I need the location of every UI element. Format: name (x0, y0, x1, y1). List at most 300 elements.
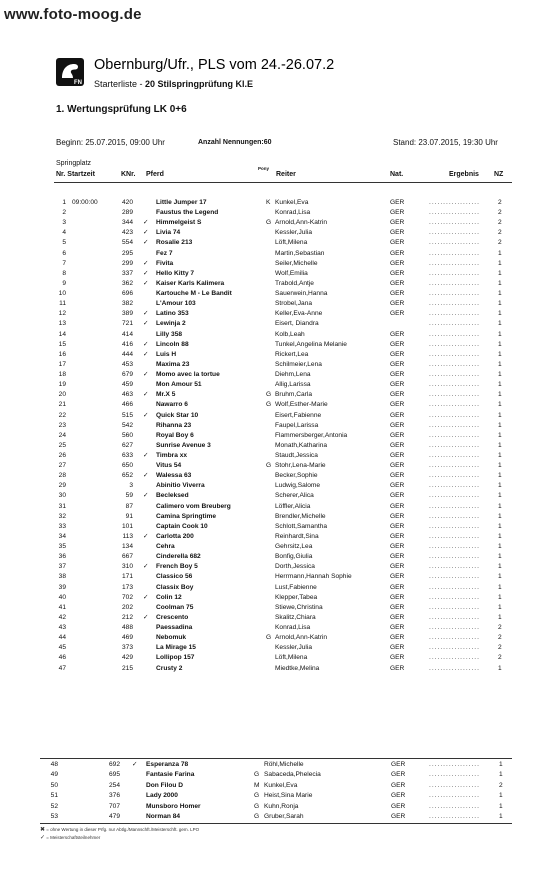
result-placeholder: .................. (429, 452, 480, 459)
start-number: 11 (59, 300, 66, 308)
horse-number: 429 (121, 654, 133, 662)
checkmark-icon: ✓ (143, 472, 149, 480)
checkmark-icon: ✓ (143, 320, 149, 328)
horse-name: Lincoln 88 (156, 340, 189, 348)
result-placeholder: .................. (429, 593, 480, 601)
result-placeholder: .................. (429, 330, 480, 338)
checkmark-icon: ✓ (143, 340, 149, 348)
start-number: 37 (58, 563, 66, 571)
late-entry-row (0, 760, 546, 770)
col-reiter: Reiter (276, 171, 296, 178)
horse-name: Maxima 23 (156, 360, 190, 368)
rider-name: Bruhm,Carla (275, 391, 313, 399)
checkmark-icon: ✓ (143, 269, 149, 277)
result-placeholder: .................. (429, 761, 480, 768)
horse-name: Mr.X 5 (156, 391, 176, 399)
horse-number: 702 (121, 593, 133, 601)
start-number: 18 (58, 371, 66, 379)
starter-row (0, 623, 546, 633)
horse-number: 679 (121, 371, 133, 379)
horse-number: 101 (121, 522, 133, 530)
result-placeholder: .................. (429, 249, 480, 257)
nationality: GER (390, 654, 405, 662)
nz-value: 1 (498, 613, 502, 621)
horse-name: Rosalie 213 (156, 239, 193, 247)
rider-name: Konrad,Lisa (275, 209, 311, 217)
start-number: 19 (58, 381, 66, 389)
rider-name: Kunkel,Eva (264, 781, 298, 789)
horse-name: Timbra xx (156, 452, 188, 459)
rider-name: Stohr,Lena-Marie (275, 462, 326, 470)
horse-number: 373 (121, 644, 133, 652)
starter-row (0, 653, 546, 663)
rider-name: Becker,Sophie (275, 472, 318, 480)
col-nr-startzeit: Nr. Startzeit (56, 171, 95, 178)
nationality: GER (390, 401, 405, 409)
rider-name: Kolb,Leah (275, 330, 305, 338)
nz-value: 2 (498, 644, 502, 652)
start-number: 23 (58, 421, 66, 429)
rider-name: Sauerwein,Hanna (275, 290, 328, 298)
result-placeholder: .................. (429, 300, 480, 308)
col-pony: Pony (258, 166, 270, 171)
nationality: GER (390, 543, 405, 551)
result-placeholder: .................. (429, 199, 480, 206)
result-placeholder: .................. (429, 340, 480, 348)
starter-row (0, 259, 546, 269)
nz-value: 2 (499, 781, 503, 789)
nationality: GER (390, 229, 405, 237)
start-number: 24 (58, 431, 66, 439)
begin-time: Beginn: 25.07.2015, 09:00 Uhr (56, 138, 165, 147)
rider-name: Schilmeier,Lena (275, 360, 322, 368)
starter-row (0, 370, 546, 380)
horse-number: 692 (108, 761, 120, 768)
starter-row (0, 562, 546, 572)
start-number: 51 (50, 792, 58, 800)
nz-value: 1 (498, 360, 502, 368)
stand-time: Stand: 23.07.2015, 19:30 Uhr (393, 138, 498, 147)
horse-name: Becleksed (156, 492, 189, 500)
starter-row (0, 583, 546, 593)
checkmark-icon: ✓ (143, 229, 149, 237)
result-placeholder: .................. (429, 279, 480, 287)
subtitle-prefix: Starterliste - (94, 79, 143, 89)
horse-number: 560 (121, 431, 133, 439)
result-placeholder: .................. (429, 391, 480, 399)
starter-row (0, 664, 546, 674)
horse-number: 382 (121, 300, 133, 308)
nationality: GER (391, 771, 406, 779)
result-placeholder: .................. (429, 209, 480, 217)
result-placeholder: .................. (429, 512, 480, 520)
start-number: 10 (58, 290, 66, 298)
horse-name: Paessadina (156, 624, 193, 632)
pony-code: G (266, 634, 272, 642)
late-entry-row (0, 781, 546, 791)
nz-value: 1 (498, 350, 502, 358)
horse-name: Hello Kitty 7 (156, 269, 195, 277)
horse-number: 337 (121, 269, 133, 277)
result-placeholder: .................. (429, 259, 480, 267)
result-placeholder: .................. (429, 603, 480, 611)
nationality: GER (390, 431, 405, 439)
rider-name: Tunkel,Angelina Melanie (275, 340, 347, 348)
nationality: GER (390, 421, 405, 429)
rider-name: Kessler,Julia (275, 644, 313, 652)
rider-name: Schlott,Samantha (275, 522, 328, 530)
nationality: GER (390, 512, 405, 520)
starter-row (0, 330, 546, 340)
rider-name: Wolf,Esther-Marie (275, 401, 328, 409)
starter-row (0, 360, 546, 370)
nz-value: 2 (498, 209, 502, 217)
horse-name: Munsboro Homer (146, 802, 201, 810)
result-placeholder: .................. (429, 781, 480, 789)
nationality: GER (390, 300, 405, 308)
start-number: 20 (58, 391, 66, 399)
result-placeholder: .................. (429, 219, 480, 227)
col-knr: KNr. (121, 171, 136, 178)
nationality: GER (390, 583, 405, 591)
nz-value: 1 (499, 771, 503, 779)
start-number: 48 (50, 761, 58, 768)
starter-row (0, 481, 546, 491)
nz-value: 1 (498, 452, 502, 459)
late-entries-divider (40, 758, 512, 759)
rider-name: Konrad,Lisa (275, 624, 311, 632)
starter-row (0, 572, 546, 582)
nationality: GER (390, 613, 405, 621)
nationality: GER (391, 781, 406, 789)
checkmark-icon: ✓ (143, 239, 149, 247)
nationality: GER (390, 219, 405, 227)
checkmark-icon: ✓ (143, 411, 149, 419)
horse-number: 299 (121, 259, 133, 267)
horse-name: Walessa 63 (156, 472, 192, 480)
horse-number: 212 (121, 613, 133, 621)
horse-number: 344 (121, 219, 133, 227)
starter-row (0, 350, 546, 360)
starter-row (0, 208, 546, 218)
starter-row (0, 491, 546, 501)
horse-name: Himmelgeist S (156, 219, 202, 227)
pony-code: M (254, 781, 260, 789)
horse-number: 650 (121, 462, 133, 470)
horse-number: 59 (125, 492, 133, 500)
horse-number: 295 (121, 249, 133, 257)
horse-name: Lady 2000 (146, 792, 178, 800)
horse-name: Crescento (156, 613, 189, 621)
horse-name: Vitus 54 (156, 462, 182, 470)
nz-value: 1 (498, 249, 502, 257)
rider-name: Staudt,Jessica (275, 452, 318, 459)
starter-row (0, 400, 546, 410)
nationality: GER (390, 573, 405, 581)
nz-value: 2 (498, 219, 502, 227)
checkmark-icon: ✓ (132, 761, 138, 768)
footnote-2-text: = Meisterschaftsteilnehmer (46, 835, 101, 840)
horse-number: 466 (121, 401, 133, 409)
horse-number: 414 (121, 330, 133, 338)
horse-name: Nebomuk (156, 634, 187, 642)
nationality: GER (390, 340, 405, 348)
horse-number: 202 (121, 603, 133, 611)
nationality: GER (390, 371, 405, 379)
late-entry-row (0, 770, 546, 780)
nz-value: 1 (498, 573, 502, 581)
nz-value: 1 (498, 371, 502, 379)
nz-value: 2 (498, 634, 502, 642)
start-number: 29 (58, 482, 66, 490)
start-number: 47 (58, 664, 66, 672)
horse-name: Abinitio Viverra (156, 482, 205, 490)
start-number: 26 (58, 452, 66, 459)
nz-value: 2 (498, 199, 502, 206)
no-ranking-icon: ✖ (40, 827, 46, 833)
footnote-1-text: = ohne Wertung in dieser Prfg. nur Abtlg./Mannschft./Meisterschft. gem. LPO (46, 827, 200, 832)
horse-number: 667 (121, 553, 133, 561)
nz-value: 1 (498, 431, 502, 439)
nationality: GER (390, 452, 405, 459)
nz-value: 1 (498, 593, 502, 601)
result-placeholder: .................. (429, 634, 480, 642)
nationality: GER (391, 813, 406, 820)
starter-row (0, 552, 546, 562)
result-placeholder: .................. (429, 573, 480, 581)
result-placeholder: .................. (429, 441, 480, 449)
start-number: 17 (58, 360, 66, 368)
start-number: 7 (62, 259, 66, 267)
page-title: Obernburg/Ufr., PLS vom 24.-26.07.2 (94, 57, 335, 73)
pony-code: G (254, 813, 260, 820)
horse-name: Momo avec la tortue (156, 371, 220, 379)
nationality: GER (391, 761, 406, 768)
rider-name: Sabaceda,Phelecia (264, 771, 321, 779)
starter-row (0, 340, 546, 350)
horse-number: 215 (121, 664, 133, 672)
rider-name: Diehm,Lena (275, 371, 311, 379)
horse-name: Faustus the Legend (156, 209, 219, 217)
result-placeholder: .................. (429, 792, 480, 800)
starter-row (0, 269, 546, 279)
nz-value: 1 (498, 502, 502, 510)
nationality: GER (390, 553, 405, 561)
horse-name: Sunrise Avenue 3 (156, 441, 211, 449)
nationality: GER (391, 792, 406, 800)
horse-name: Fantasie Farina (146, 771, 195, 779)
checkmark-icon: ✓ (143, 563, 149, 571)
checkmark-icon: ✓ (143, 219, 149, 227)
horse-number: 91 (125, 512, 133, 520)
result-placeholder: .................. (429, 320, 480, 328)
starter-row (0, 431, 546, 441)
nationality: GER (390, 239, 405, 247)
start-number: 42 (58, 613, 66, 621)
pony-code: G (266, 401, 272, 409)
checkmark-icon: ✓ (143, 532, 149, 540)
result-placeholder: .................. (429, 310, 480, 318)
nationality: GER (390, 249, 405, 257)
result-placeholder: .................. (429, 350, 480, 358)
start-number: 31 (58, 502, 66, 510)
result-placeholder: .................. (429, 239, 480, 247)
nationality: GER (390, 391, 405, 399)
nationality: GER (390, 593, 405, 601)
page-subtitle (94, 79, 253, 89)
nationality: GER (390, 492, 405, 500)
nationality: GER (390, 411, 405, 419)
nationality: GER (391, 802, 406, 810)
horse-number: 459 (121, 381, 133, 389)
start-number: 5 (62, 239, 66, 247)
nz-value: 1 (498, 310, 502, 318)
result-placeholder: .................. (429, 771, 480, 779)
start-number: 49 (50, 771, 58, 779)
result-placeholder: .................. (429, 381, 480, 389)
starter-row (0, 451, 546, 461)
horse-number: 721 (121, 320, 133, 328)
horse-number: 113 (122, 532, 133, 540)
horse-number: 542 (121, 421, 133, 429)
horse-name: Crusty 2 (156, 664, 183, 672)
start-number: 28 (58, 472, 66, 480)
horse-number: 362 (121, 279, 133, 287)
section-heading: 1. Wertungsprüfung LK 0+6 (56, 104, 187, 115)
nz-value: 2 (498, 654, 502, 662)
start-number: 30 (58, 492, 66, 500)
start-number: 6 (62, 249, 66, 257)
nz-value: 1 (498, 603, 502, 611)
start-number: 16 (58, 350, 66, 358)
start-number: 36 (58, 553, 66, 561)
rider-name: Eisert, Diandra (275, 320, 319, 328)
rider-name: Reinhardt,Sina (275, 532, 319, 540)
nz-value: 1 (498, 401, 502, 409)
logo-text: FN (74, 80, 82, 86)
starter-row (0, 461, 546, 471)
nz-value: 1 (498, 543, 502, 551)
rider-name: Arnold,Ann-Katrin (275, 634, 328, 642)
nationality: GER (390, 624, 405, 632)
rider-name: Stiewe,Christina (275, 603, 323, 611)
result-placeholder: .................. (429, 229, 480, 237)
start-number: 46 (58, 654, 66, 662)
horse-name: Norman 84 (146, 813, 181, 820)
starter-row (0, 218, 546, 228)
rider-name: Faupel,Larissa (275, 421, 319, 429)
horse-number: 389 (121, 310, 133, 318)
nationality: GER (390, 482, 405, 490)
result-placeholder: .................. (429, 583, 480, 591)
starter-row (0, 522, 546, 532)
result-placeholder: .................. (429, 664, 480, 672)
starter-row (0, 643, 546, 653)
nz-value: 1 (498, 381, 502, 389)
horse-number: 254 (108, 781, 120, 789)
horse-name: Lilly 358 (156, 330, 183, 338)
rider-name: Löffler,Alicia (275, 502, 311, 510)
horse-name: Royal Boy 6 (156, 431, 194, 439)
nationality: GER (390, 603, 405, 611)
starter-row (0, 279, 546, 289)
nz-value: 1 (499, 813, 503, 820)
nz-value: 1 (498, 259, 502, 267)
nationality: GER (390, 310, 405, 318)
horse-name: Classico 56 (156, 573, 193, 581)
result-placeholder: .................. (429, 401, 480, 409)
horse-name: Cinderella 682 (156, 553, 201, 561)
fn-logo (56, 58, 84, 86)
start-number: 13 (58, 320, 66, 328)
checkmark-icon: ✓ (40, 835, 46, 841)
horse-name: Esperanza 78 (146, 761, 189, 768)
nz-value: 1 (498, 391, 502, 399)
nationality: GER (390, 664, 405, 672)
nz-value: 1 (498, 340, 502, 348)
start-number: 50 (50, 781, 58, 789)
rider-name: Kunkel,Eva (275, 199, 309, 206)
col-ergebnis: Ergebnis (449, 171, 479, 178)
horse-name: Kartouche M - Le Bandit (156, 290, 232, 298)
start-number: 21 (58, 401, 66, 409)
horse-number: 652 (121, 472, 133, 480)
result-placeholder: .................. (429, 492, 480, 500)
starter-row (0, 198, 546, 208)
horse-number: 173 (121, 583, 133, 591)
checkmark-icon: ✓ (143, 310, 149, 318)
starter-row (0, 289, 546, 299)
start-number: 35 (58, 543, 66, 551)
late-entry-row (0, 802, 546, 812)
horse-name: Classix Boy (156, 583, 194, 591)
horse-name: Coolman 75 (156, 603, 194, 611)
starter-row (0, 319, 546, 329)
result-placeholder: .................. (429, 563, 480, 571)
nz-value: 1 (498, 441, 502, 449)
horse-number: 554 (121, 239, 133, 247)
rider-name: Ludwig,Salome (275, 482, 321, 490)
horse-name: Carlotta 200 (156, 532, 194, 540)
rider-name: Flammersberger,Antonia (275, 431, 348, 439)
starter-row (0, 299, 546, 309)
horse-name: Livia 74 (156, 229, 181, 237)
nationality: GER (390, 634, 405, 642)
horse-number: 376 (108, 792, 120, 800)
rider-name: Rickert,Lea (275, 350, 309, 358)
horse-name: Calimero vom Breuberg (156, 502, 231, 510)
nz-value: 1 (498, 290, 502, 298)
start-number: 32 (58, 512, 66, 520)
start-number: 43 (58, 624, 66, 632)
rider-name: Keller,Eva-Anne (275, 310, 323, 318)
nz-value: 1 (498, 482, 502, 490)
start-number: 40 (58, 593, 66, 601)
pony-code: G (266, 391, 272, 399)
horse-number: 695 (108, 771, 120, 779)
rider-name: Eisert,Fabienne (275, 411, 322, 419)
nationality: GER (390, 269, 405, 277)
nz-value: 2 (498, 624, 502, 632)
nationality: GER (390, 330, 405, 338)
result-placeholder: .................. (429, 644, 480, 652)
horse-name: Fez 7 (156, 249, 173, 257)
rider-name: Heist,Sina Marie (264, 792, 313, 800)
start-number: 2 (62, 209, 66, 217)
horse-name: Cehra (156, 543, 175, 551)
nz-value: 1 (498, 553, 502, 561)
pony-code: G (254, 771, 260, 779)
